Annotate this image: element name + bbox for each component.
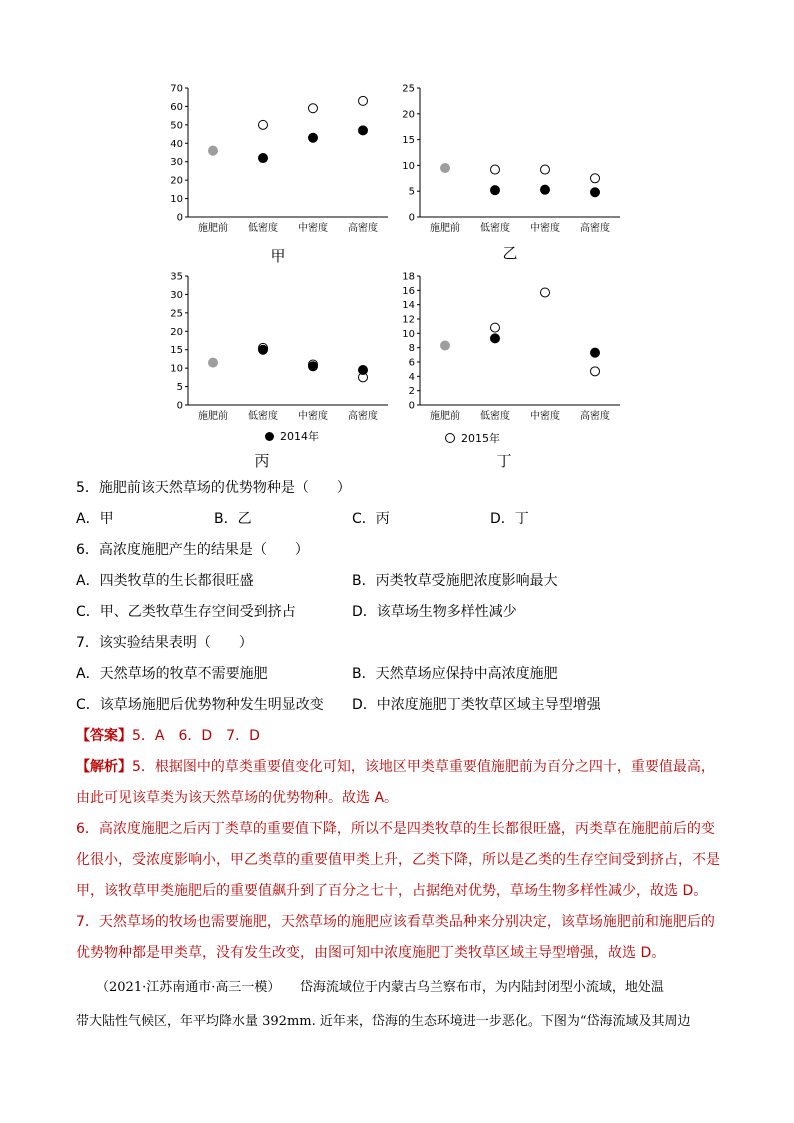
point-2015 <box>491 165 500 174</box>
point-2015 <box>591 174 600 183</box>
y-tick-label: 5 <box>176 382 183 394</box>
q5-option-c: C．丙 <box>352 511 390 527</box>
q5-option-b: B．乙 <box>214 511 252 527</box>
y-tick-label: 25 <box>402 83 415 95</box>
x-category-label: 施肥前 <box>430 411 460 422</box>
q6-stem: 6．高浓度施肥产生的结果是（ ） <box>76 542 309 558</box>
analysis-line-1 <box>76 757 736 777</box>
q5-option-a: A．甲 <box>76 511 114 527</box>
q5-stem: 5．施肥前该天然草场的优势物种是（ ） <box>76 480 351 496</box>
x-category-label: 中密度 <box>530 223 560 234</box>
y-tick-label: 16 <box>402 285 415 297</box>
y-tick-label: 0 <box>408 400 415 412</box>
pre-fertilization-point <box>209 146 218 155</box>
y-tick-label: 0 <box>176 400 183 412</box>
legend-2015-label: 2015年 <box>461 432 500 445</box>
point-2014 <box>359 126 368 135</box>
passage-line-1: （2021·江苏南通市·高三一模） 岱海流域位于内蒙古乌兰察布市，为内陆封闭型小流域，地处温 <box>96 980 664 995</box>
answer-tag: 【答案】 <box>76 728 132 744</box>
q5-option-d: D．丁 <box>490 511 529 527</box>
point-2015 <box>359 96 368 105</box>
y-tick-label: 15 <box>170 345 183 357</box>
analysis-line-7: 优势物种都是甲类草，没有发生改变，由图可知中浓度施肥丁类牧草区域主导型增强，故选 D。 <box>76 945 666 961</box>
y-tick-label: 14 <box>402 300 415 312</box>
point-2014 <box>259 345 268 354</box>
point-2015 <box>541 165 550 174</box>
y-tick-label: 25 <box>170 308 183 320</box>
point-2014 <box>309 362 318 371</box>
y-tick-label: 20 <box>402 109 415 121</box>
q7-stem: 7．该实验结果表明（ ） <box>76 635 253 651</box>
point-2014 <box>541 185 550 194</box>
analysis-tag: 【解析】 <box>76 759 132 775</box>
q7-option-d: D．中浓度施肥丁类牧草区域主导型增强 <box>352 697 601 713</box>
y-tick-label: 2 <box>408 386 415 398</box>
analysis-line-3: 6．高浓度施肥之后丙丁类草的重要值下降，所以不是四类牧草的生长都很旺盛，丙类草在施肥前后的变 <box>76 821 715 837</box>
pre-fertilization-point <box>209 358 218 367</box>
y-tick-label: 70 <box>170 83 183 95</box>
y-tick-label: 50 <box>170 120 183 132</box>
x-category-label: 施肥前 <box>430 223 460 234</box>
x-category-label: 中密度 <box>298 223 328 234</box>
chart-ding <box>392 268 632 438</box>
chart-jia <box>160 80 400 250</box>
chart-ding-svg <box>392 268 632 438</box>
chart-yi <box>392 80 632 250</box>
y-tick-label: 5 <box>408 186 415 198</box>
y-tick-label: 35 <box>170 271 183 283</box>
chart-jia-svg <box>160 80 400 250</box>
y-tick-label: 15 <box>402 135 415 147</box>
chart-bing-title: 丙 <box>254 452 270 470</box>
y-tick-label: 18 <box>402 271 415 283</box>
x-category-label: 低密度 <box>480 223 510 234</box>
x-category-label: 施肥前 <box>198 223 228 234</box>
x-category-label: 高密度 <box>348 223 378 234</box>
x-category-label: 低密度 <box>248 223 278 234</box>
q6-option-a: A．四类牧草的生长都很旺盛 <box>76 573 254 589</box>
analysis-text-1: 5．根据图中的草类重要值变化可知，该地区甲类草重要值施肥前为百分之四十，重要值最高， <box>132 759 715 775</box>
y-tick-label: 30 <box>170 289 183 301</box>
y-tick-label: 12 <box>402 314 415 326</box>
point-2014 <box>491 334 500 343</box>
x-category-label: 中密度 <box>530 411 560 422</box>
x-category-label: 高密度 <box>580 223 610 234</box>
analysis-line-5: 甲，该牧草甲类施肥后的重要值飙升到了百分之七十，占据绝对优势，草场生物多样性减少，故选 D。 <box>76 883 708 899</box>
y-tick-label: 4 <box>408 371 415 383</box>
point-2014 <box>259 154 268 163</box>
y-tick-label: 40 <box>170 138 183 150</box>
x-category-label: 高密度 <box>580 411 610 422</box>
q7-option-c: C．该草场施肥后优势物种发生明显改变 <box>76 697 324 713</box>
point-2014 <box>309 133 318 142</box>
point-2015 <box>309 104 318 113</box>
y-tick-label: 0 <box>408 212 415 224</box>
legend-2014 <box>265 428 319 444</box>
y-tick-label: 60 <box>170 101 183 113</box>
chart-jia-title: 甲 <box>270 247 286 265</box>
passage-line-2: 带大陆性气候区，年平均降水量 392mm. 近年来，岱海的生态环境进一步恶化。下图为“岱海流域及其周边 <box>76 1014 691 1029</box>
point-2015 <box>259 120 268 129</box>
chart-bing <box>160 268 400 438</box>
chart-ding-title: 丁 <box>496 452 512 470</box>
y-tick-label: 10 <box>402 328 415 340</box>
x-category-label: 施肥前 <box>198 411 228 422</box>
pre-fertilization-point <box>441 341 450 350</box>
y-tick-label: 8 <box>408 343 415 355</box>
chart-bing-svg <box>160 268 400 438</box>
y-tick-label: 10 <box>170 194 183 206</box>
q6-option-b: B．丙类牧草受施肥浓度影响最大 <box>352 573 558 589</box>
analysis-line-2: 由此可见该草类为该天然草场的优势物种。故选 A。 <box>76 790 399 806</box>
analysis-line-6: 7．天然草场的牧场也需要施肥，天然草场的施肥应该看草类品种来分别决定，该草场施肥前和施肥后的 <box>76 914 715 930</box>
y-tick-label: 0 <box>176 212 183 224</box>
q7-option-a: A．天然草场的牧草不需要施肥 <box>76 666 268 682</box>
point-2015 <box>591 367 600 376</box>
y-tick-label: 30 <box>170 157 183 169</box>
filled-circle-icon <box>265 432 274 441</box>
analysis-line-4: 化很小，受浓度影响小，甲乙类草的重要值甲类上升，乙类下降，所以是乙类的生存空间受到挤占，不是 <box>76 852 720 868</box>
x-category-label: 低密度 <box>480 411 510 422</box>
point-2014 <box>591 348 600 357</box>
y-tick-label: 10 <box>402 160 415 172</box>
x-category-label: 高密度 <box>348 411 378 422</box>
x-category-label: 低密度 <box>248 411 278 422</box>
chart-yi-title: 乙 <box>502 244 518 262</box>
legend-2015 <box>445 430 500 446</box>
point-2014 <box>491 186 500 195</box>
point-2015 <box>491 323 500 332</box>
y-tick-label: 20 <box>170 175 183 187</box>
q7-option-b: B．天然草场应保持中高浓度施肥 <box>352 666 558 682</box>
y-tick-label: 20 <box>170 326 183 338</box>
x-category-label: 中密度 <box>298 411 328 422</box>
y-tick-label: 6 <box>408 357 415 369</box>
pre-fertilization-point <box>441 163 450 172</box>
point-2015 <box>541 288 550 297</box>
answer-line <box>76 726 736 746</box>
point-2014 <box>591 188 600 197</box>
q6-option-c: C．甲、乙类牧草生存空间受到挤占 <box>76 604 296 620</box>
legend-2014-label: 2014年 <box>280 430 319 443</box>
answer-text: 5．A 6．D 7．D <box>132 728 260 744</box>
q6-option-d: D．该草场生物多样性减少 <box>352 604 517 620</box>
y-tick-label: 10 <box>170 363 183 375</box>
point-2014 <box>359 365 368 374</box>
chart-yi-svg <box>392 80 632 250</box>
open-circle-icon <box>445 433 455 443</box>
